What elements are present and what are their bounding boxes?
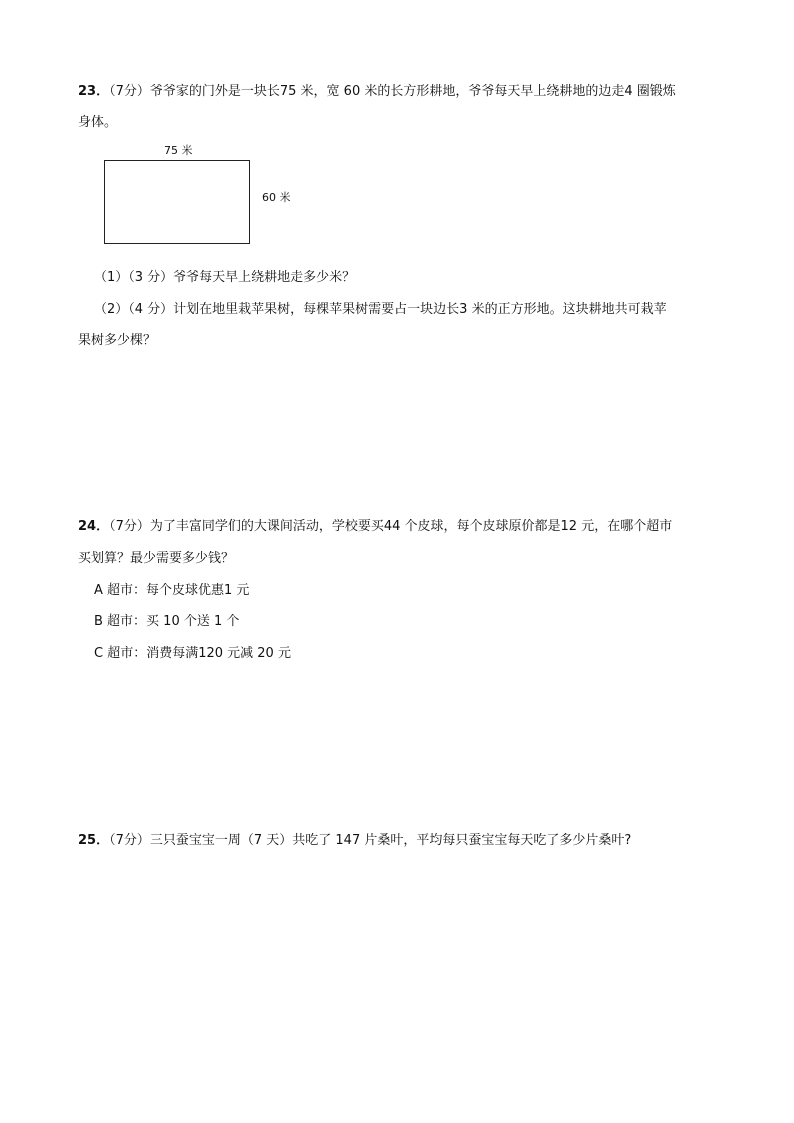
rectangle-height-label: 60 米 <box>262 191 291 204</box>
question-23-sub-2-line-1: （2）（4 分）计划在地里栽苹果树，每棵苹果树需要占一块边长3 米的正方形地。这块耕地共可栽苹 <box>94 302 667 317</box>
question-25-text-1: （7分）三只蚕宝宝一周（7 天）共吃了 147 片桑叶，平均每只蚕宝宝每天吃了多少片桑叶? <box>109 833 632 848</box>
question-24-number: 24． <box>78 519 110 534</box>
question-23-sub-2-line-2: 果树多少棵？ <box>78 333 157 348</box>
question-23-number: 23． <box>78 84 110 99</box>
question-24-text-1: （7分）为了丰富同学们的大课间活动，学校要买44 个皮球，每个皮球原价都是12 元，在哪个超市 <box>109 519 673 534</box>
rectangle-width-label: 75 米 <box>164 144 193 157</box>
option-b-supermarket: B 超市：买 10 个送 1 个 <box>94 614 240 629</box>
option-c-supermarket: C 超市：消费每满120 元减 20 元 <box>94 646 291 661</box>
question-23-text-1: （7分）爷爷家的门外是一块长75 米，宽 60 米的长方形耕地，爷爷每天早上绕耕地的边走4 圈锻炼 <box>109 84 676 99</box>
question-24-line-2: 买划算？最少需要多少钱？ <box>78 551 235 566</box>
question-23-line-1 <box>78 83 676 101</box>
question-23-sub-1: （1）（3 分）爷爷每天早上绕耕地走多少米？ <box>94 270 356 285</box>
question-25-line-1 <box>78 832 631 850</box>
rectangle-field-diagram <box>104 160 250 244</box>
question-24-line-1 <box>78 518 672 536</box>
question-23-line-2: 身体。 <box>78 115 118 130</box>
question-25-number: 25． <box>78 833 110 848</box>
option-a-supermarket: A 超市：每个皮球优惠1 元 <box>94 583 250 598</box>
